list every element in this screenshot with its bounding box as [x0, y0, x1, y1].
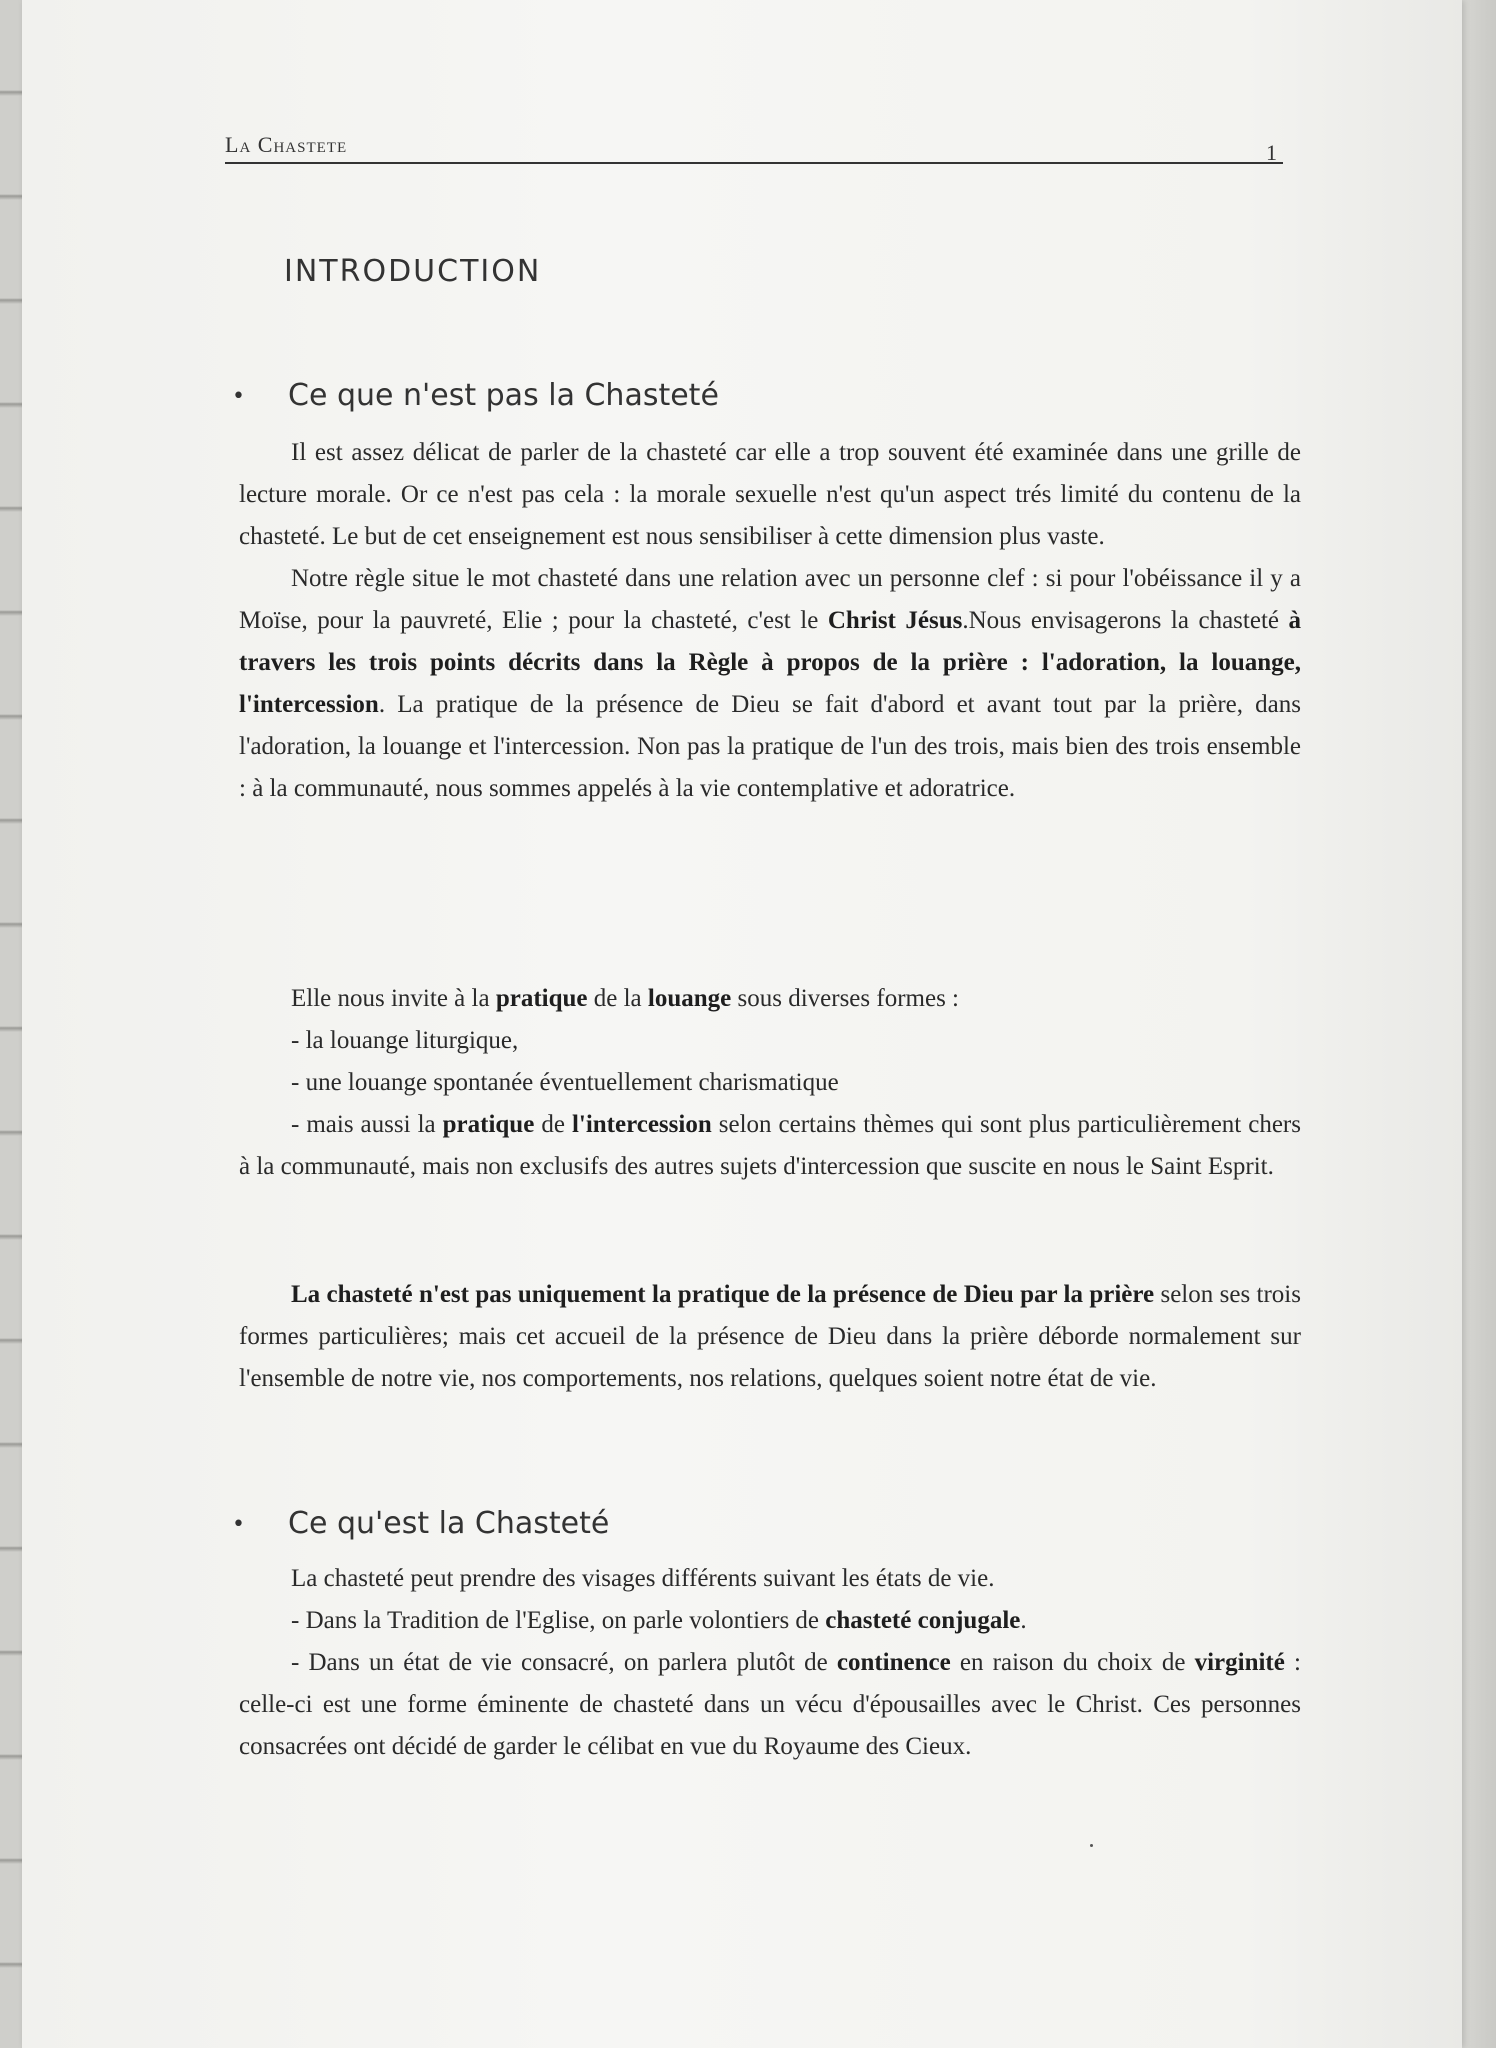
page-number: 1	[1266, 140, 1277, 165]
bold-run: l'intercession	[571, 1111, 712, 1138]
text-run: - Dans la Tradition de l'Eglise, on parle volontiers de	[291, 1607, 826, 1634]
paragraph	[239, 978, 1301, 1020]
page-heading: INTRODUCTION	[284, 254, 542, 289]
header-title: La Chastete	[225, 132, 348, 157]
section-title: Ce qu'est la Chasteté	[288, 1506, 610, 1541]
document-page	[22, 0, 1462, 2048]
bold-run: pratique	[442, 1111, 535, 1138]
text-run: selon ses trois formes particulières; mais cet accueil de la présence de Dieu dans la prière déborde normalement sur l'ensemble de notre vie, nos comportements, nos relations, quelques soient notre état de vie.	[239, 1281, 1301, 1392]
paragraph	[239, 1642, 1301, 1768]
text-run: selon certains thèmes qui sont plus particulièrement chers à la communauté, mais non exclusifs des autres sujets d'intercession que suscite en nous le Saint Esprit.	[239, 1111, 1301, 1180]
section-title: Ce que n'est pas la Chasteté	[288, 378, 719, 413]
text-run: sous diverses formes :	[731, 985, 959, 1012]
bold-run: continence	[836, 1649, 951, 1676]
section-1-body	[239, 432, 1301, 810]
list-item: - une louange spontanée éventuellement charismatique	[291, 1069, 839, 1096]
list-item	[239, 1104, 1301, 1188]
paragraph: La chasteté peut prendre des visages différents suivant les états de vie.	[291, 1565, 995, 1592]
bold-run: virginité	[1194, 1649, 1285, 1676]
ink-speck	[1090, 1844, 1093, 1847]
bold-run: La chasteté n'est pas uniquement la pratique de la présence de Dieu par la prière	[291, 1281, 1155, 1308]
text-run: Elle nous invite à la	[291, 985, 496, 1012]
bold-run: à travers les trois points décrits dans la Règle à propos de la prière : l'adoration, la louange, l'intercession	[239, 607, 1301, 718]
text-run: en raison du choix de	[950, 1649, 1195, 1676]
bullet-icon: •	[232, 1512, 245, 1537]
chastity-presence-paragraph	[239, 1274, 1301, 1400]
section-heading-2	[232, 1506, 609, 1541]
background-surface	[1462, 0, 1496, 2048]
text-run: de	[534, 1111, 572, 1138]
paragraph: Il est assez délicat de parler de la chasteté car elle a trop souvent été examinée dans une grille de lecture morale. Or ce n'est pas cela : la morale sexuelle n'est qu'un aspect trés limité du contenu de la chasteté. Le but de cet enseignement est nous sensibiliser à cette dimension plus vaste.	[239, 439, 1301, 550]
text-run: : celle-ci est une forme éminente de chasteté dans un vécu d'épousailles avec le Christ. Ces personnes consacrées ont décidé de garder le célibat en vue du Royaume des Cieux.	[239, 1649, 1301, 1760]
text-run: .Nous envisagerons la chasteté	[962, 607, 1289, 634]
paragraph	[239, 1274, 1301, 1400]
bullet-icon: •	[232, 384, 245, 409]
louange-list	[239, 978, 1301, 1188]
text-run: .	[1020, 1607, 1027, 1634]
text-run: de la	[587, 985, 648, 1012]
paragraph	[239, 1600, 1301, 1642]
list-item: - la louange liturgique,	[291, 1027, 519, 1054]
spiral-binding	[0, 0, 23, 2048]
bold-run: chasteté conjugale	[825, 1607, 1021, 1634]
text-run: . La pratique de la présence de Dieu se fait d'abord et avant tout par la prière, dans l'adoration, la louange et l'intercession. Non pas la pratique de l'un des trois, mais bien des trois ensemble : à la communauté, nous sommes appelés à la vie contemplative et adoratrice.	[239, 691, 1301, 802]
bold-run: Christ Jésus	[827, 607, 963, 634]
text-run: - Dans un état de vie consacré, on parlera plutôt de	[291, 1649, 837, 1676]
bold-run: pratique	[495, 985, 588, 1012]
text-run: - mais aussi la	[291, 1111, 443, 1138]
section-2-body	[239, 1558, 1301, 1768]
paragraph	[239, 558, 1301, 810]
text-run: Notre règle situe le mot chasteté dans une relation avec un personne clef : si pour l'obéissance il y a Moïse, pour la pauvreté, Elie ; pour la chasteté, c'est le	[239, 565, 1301, 634]
bold-run: louange	[647, 985, 732, 1012]
section-heading-1	[232, 378, 719, 413]
running-header	[225, 118, 1283, 164]
